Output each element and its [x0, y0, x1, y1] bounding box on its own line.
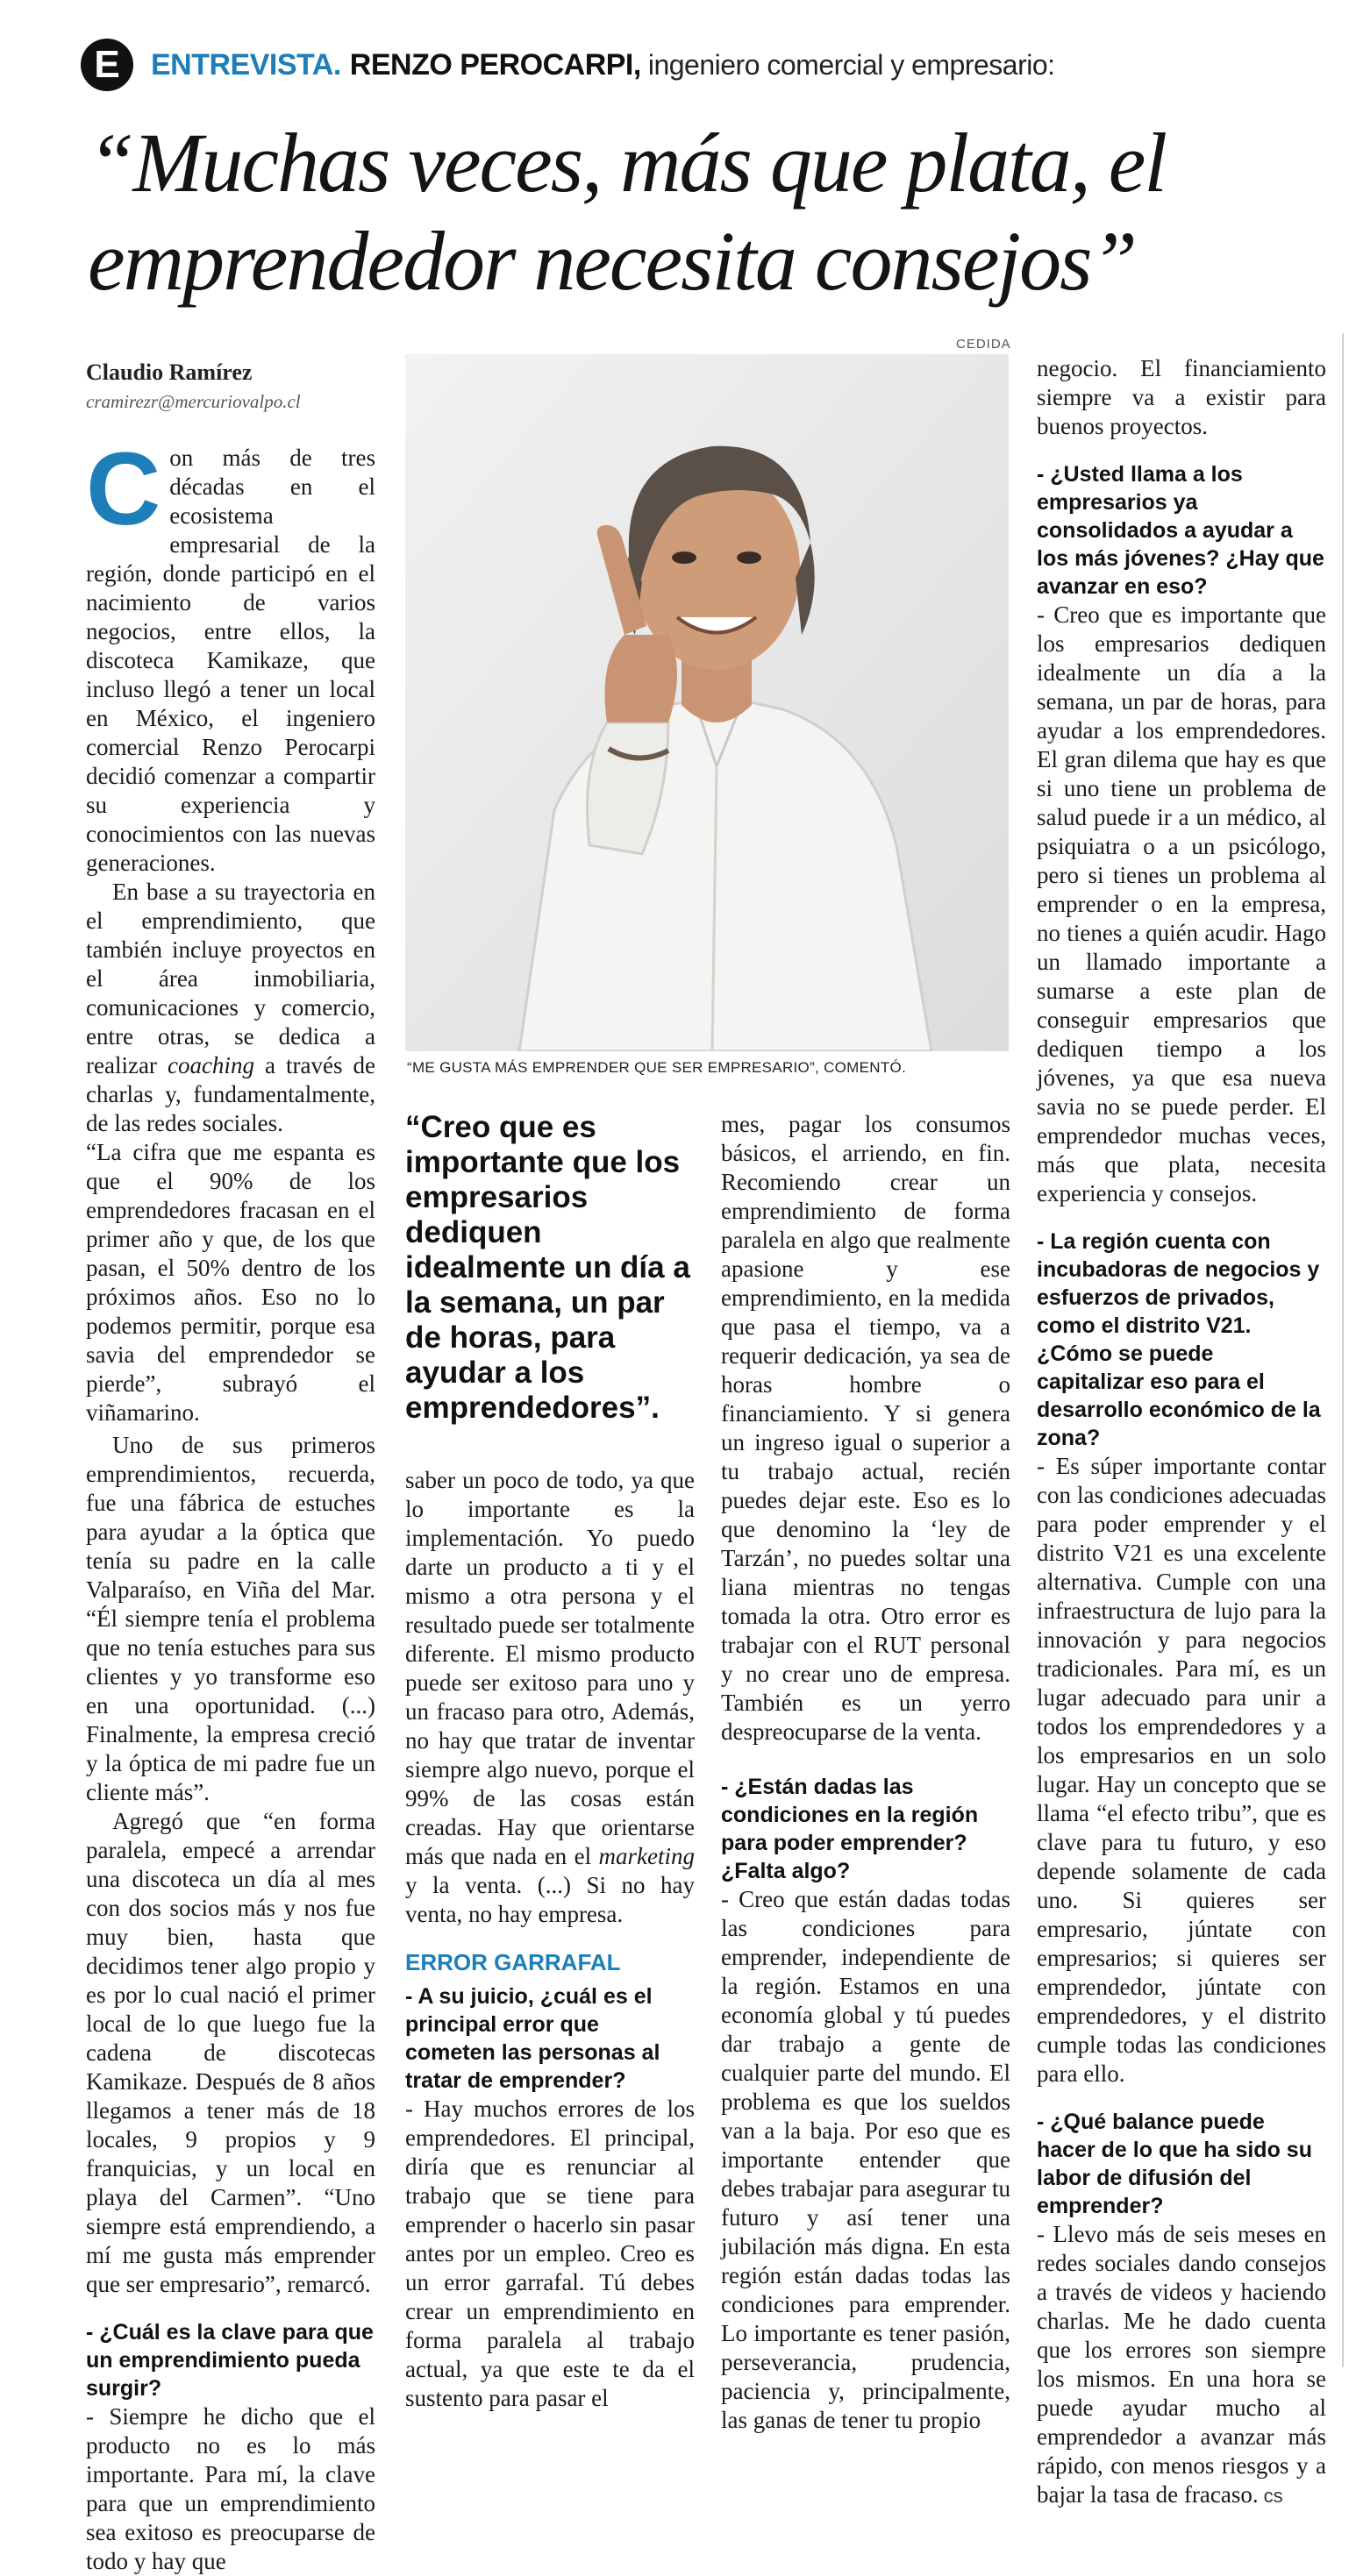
answer-2-continued: mes, pagar los consumos básicos, el arriendo, en fin. Recomiendo crear un emprendimiento de forma paralela en algo que realmente apasione y ese emprendimiento, en la medida que pasa el tiempo, va a requerir dedicación, ya sea de horas hombre o financiamiento. Y si genera un ingreso igual o superior a tu trabajo actual, recién puedes dejar este. Eso es lo que denomino la ‘ley de Tarzán’, no puedes soltar una liana mientras no tengas tomada la otra. Otro error es trabajar con el RUT personal y no crear uno de empresa. También es un yerro despreocuparse de la venta. [721, 1111, 1010, 1745]
question-3: - ¿Están dadas las condiciones en la región para poder emprender? ¿Falta algo? [721, 1775, 979, 1883]
answer-2: - Hay muchos errores de los emprendedores. El principal, diría que es renunciar al trabajo que se tiene para emprender o hacerlo sin pasar antes por un empleo. Creo es un error garrafal. Tú debes crear un emprendimiento en forma paralela al trabajo actual, ya que este te da el sustento para pasar el [405, 2096, 695, 2411]
answer-5: - Es súper importante contar con las condiciones adecuadas para poder emprender y el distrito V21 es una excelente alternativa. Cumple con una infraestructura de lujo para la innovación y para negocios tradicionales. Para mí, es un lugar adecuado para unir a todos los emprendedores y a los empresarios en un solo lugar. Hay un concepto que se llama “el efecto tribu”, que es clave para tu futuro, y eso depende solamente de cada uno. Si quieres ser empresario, júntate con empresarios; si quieres ser emprendedor, júntate con emprendedores, y el distrito cumple todas las condiciones para ello. [1037, 1453, 1326, 2087]
pull-quote: “Creo que es importante que los empresarios dediquen idealmente un día a la semana, un par de horas, para ayudar a los emprendedores”. [405, 1110, 690, 1425]
answer-4: - Creo que es importante que los empresarios dediquen idealmente un día a la semana, un par de horas, para ayudar a los emprendedores. El gran dilema que hay es que si uno tiene un problema de salud puede ir a un médico, al psiquiatra o a un psicólogo, pero si tienes un problema al emprender o en la empresa, no tienes a quién acudir. Hago un llamado importante a sumarse a este plan de conseguir empresarios que dediquen tiempo a los jóvenes, ya que esa nueva savia no se puede perder. El emprendedor muchas veces, más que plata, necesita experiencia y consejos. [1037, 601, 1326, 1206]
question-6: - ¿Qué balance puede hacer de lo que ha sido su labor de difusión del emprender? [1037, 2110, 1312, 2218]
end-mark: cs [1263, 2485, 1283, 2507]
headline: “Muchas veces, más que plata, el emprendedor necesita consejos” [88, 116, 1167, 308]
article-kicker [81, 39, 1055, 91]
portrait-photo [405, 354, 1009, 1051]
column-1 [86, 431, 376, 2576]
interviewee-role: ingeniero comercial y empresario: [647, 48, 1055, 81]
photo-caption: “ME GUSTA MÁS EMPRENDER QUE SER EMPRESARIO”, COMENTÓ. [407, 1059, 907, 1076]
column-2 [405, 1466, 695, 2413]
answer-6: - Llevo más de seis meses en redes sociales dando consejos a través de videos y haciendo charlas. Me he dado cuenta que los errores son siempre los mismos. En una hora se puede ayudar mucho al emprendedor a avanzar más rápido, con menos riesgos y a bajar la tasa de fracaso. cs [1037, 2221, 1326, 2508]
answer-3: - Creo que están dadas todas las condiciones para emprender, independiente de la región. Estamos en una economía global y tú puedes dar trabajo a gente de cualquier parte del mundo. El problema es que los sueldos van a la baja. Por eso que es importante entender que debes trabajar para asegurar tu futuro y así tener una jubilación más digna. En esta región están dadas todas las condiciones para emprender. Lo importante es tener pasión, perseverancia, prudencia, paciencia y, principalmente, las ganas de tener tu propio [721, 1886, 1010, 2433]
column-3 [721, 1110, 1010, 2435]
photo-credit: CEDIDA [956, 337, 1011, 352]
answer-1: - Siempre he dicho que el producto no es lo más importante. Para mí, la clave para que un emprendimiento sea exitoso es preocuparse de todo y hay que [86, 2403, 375, 2574]
question-1: - ¿Cuál es la clave para que un emprendimiento pueda surgir? [86, 2320, 374, 2401]
drop-cap: C [86, 431, 161, 547]
paragraph: Agregó que “en forma paralela, empecé a arrendar una discoteca un día al mes con dos socios más y nos fue muy bien, hasta que decidimos tener algo propio y es por lo cual nació el primer local de lo que luego fue la cadena de discotecas Kamikaze. Después de 8 años llegamos a tener más de 18 locales, 9 propios y 9 franquicias, y un local en playa del Carmen”. “Uno siempre está emprendiendo, a mí me gusta más emprender que ser empresario”, remarcó. [86, 1808, 375, 2297]
paragraph: Uno de sus primeros emprendimientos, recuerda, fue una fábrica de estuches para ayudar a la óptica que tenía su padre en la calle Valparaíso, en Viña del Mar. “Él siempre tenía el problema que no tenía estuches para sus clientes y yo transforme eso en una oportunidad. (...) Finalmente, la empresa creció y la óptica de mi padre fue un cliente más”. [86, 1432, 375, 1805]
author-name: Claudio Ramírez [86, 359, 253, 385]
section-heading: ERROR GARRAFAL [405, 1949, 621, 1975]
paragraph: En base a su trayectoria en el emprendimiento, que también incluye proyectos en el área inmobiliaria, comunicaciones y comercio, entre otras, se dedica a realizar coaching a través de charlas y, fundamentalmente, de las redes sociales. [86, 879, 376, 1136]
intro-paragraph: Con más de tres décadas en el ecosistema empresarial de la región, donde participó en el nacimiento de varios negocios, entre ellos, la discoteca Kamikaze, que incluso llegó a tener un local en México, el ingeniero comercial Renzo Perocarpi decidió comenzar a compartir su experiencia y conocimientos con las nuevas generaciones. [86, 431, 375, 876]
paragraph: “La cifra que me espanta es que el 90% de los emprendedores fracasan en el primer año y que, de los que pasan, el 50% dentro de los próximos años. Eso no lo podemos permitir, porque esa savia del emprendedor se pierde”, subrayó el viñamarino. [86, 1139, 375, 1426]
section-badge: E [81, 39, 133, 91]
portrait-illustration [405, 354, 1009, 1051]
author-email[interactable]: cramirezr@mercuriovalpo.cl [86, 391, 301, 412]
kicker-label: ENTREVISTA. [151, 47, 341, 82]
answer-1-continued: saber un poco de todo, ya que lo importante es la implementación. Yo puedo darte un producto a ti y el mismo a otra persona y el resultado puede ser totalmente diferente. El mismo producto puede ser exitoso para uno y un fracaso para otro, Además, no hay que tratar de inventar siempre algo nuevo, porque el 99% de las cosas están creadas. Hay que orientarse más que nada en el marketing y la venta. (...) Si no hay venta, no hay empresa. [405, 1467, 695, 1927]
column-4 [1037, 354, 1326, 2510]
question-2: - A su juicio, ¿cuál es el principal error que cometen las personas al tratar de emprender? [405, 1984, 660, 2093]
question-4: - ¿Usted llama a los empresarios ya consolidados a ayudar a los más jóvenes? ¿Hay que avanzar en eso? [1037, 462, 1324, 599]
page-edge-rule [1342, 333, 1344, 2367]
question-5: - La región cuenta con incubadoras de negocios y esfuerzos de privados, como el distrito V21. ¿Cómo se puede capitalizar eso para el desarrollo económico de la zona? [1037, 1229, 1321, 1450]
answer-3-continued: negocio. El financiamiento siempre va a existir para buenos proyectos. [1037, 355, 1326, 439]
interviewee-name: RENZO PEROCARPI, [349, 47, 641, 82]
